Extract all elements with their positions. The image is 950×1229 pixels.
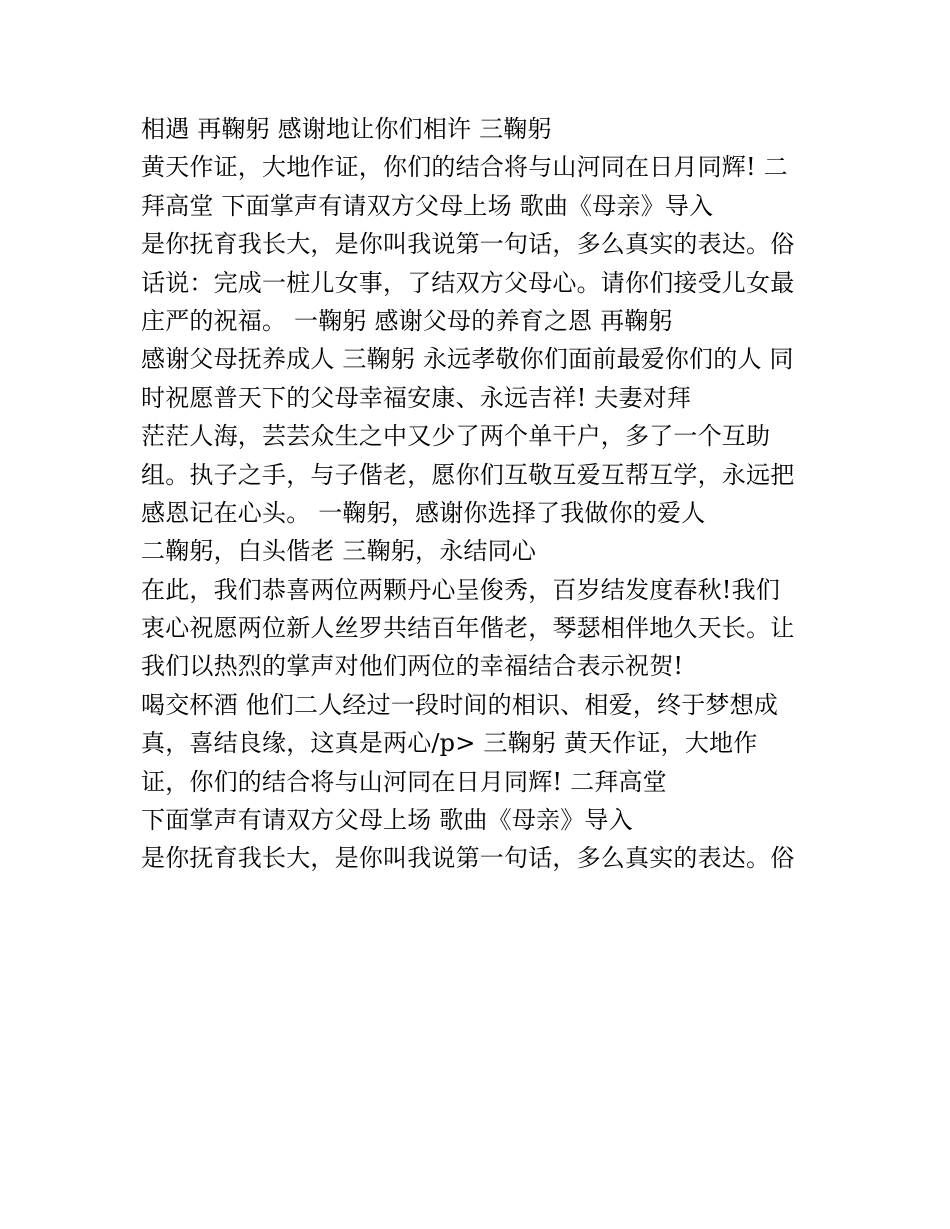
text-line: 相遇 再鞠躬 感谢地让你们相许 三鞠躬 (141, 115, 552, 143)
text-line: 庄严的祝福。 一鞠躬 感谢父母的养育之恩 再鞠躬 (141, 306, 673, 335)
text-line: 是你抚育我长大，是你叫我说第一句话，多么真实的表达。俗 (141, 230, 795, 259)
text-line: 茫茫人海，芸芸众生之中又少了两个单干户，多了一个互助 (141, 422, 771, 451)
text-line: 时祝愿普天下的父母幸福安康、永远吉祥! 夫妻对拜 (141, 383, 692, 412)
text-line: 黄天作证，大地作证，你们的结合将与山河同在日月同辉! 二 (141, 153, 788, 182)
text-line: 在此，我们恭喜两位两颗丹心呈俊秀，百岁结发度春秋!我们 (141, 575, 781, 604)
text-line: 下面掌声有请双方父母上场 歌曲《母亲》导入 (141, 806, 633, 835)
text-line: 真，喜结良缘，这真是两心/p> 三鞠躬 黄天作证，大地作 (141, 729, 758, 758)
text-line: 拜高堂 下面掌声有请双方父母上场 歌曲《母亲》导入 (141, 191, 714, 220)
text-line: 是你抚育我长大，是你叫我说第一句话，多么真实的表达。俗 (141, 844, 795, 873)
text-line: 证，你们的结合将与山河同在日月同辉! 二拜高堂 (141, 767, 667, 796)
text-line: 喝交杯酒 他们二人经过一段时间的相识、相爱，终于梦想成 (141, 690, 779, 719)
text-line: 话说：完成一桩儿女事，了结双方父母心。请你们接受儿女最 (141, 268, 795, 297)
text-line: 组。执子之手，与子偕老，愿你们互敬互爱互帮互学，永远把 (141, 460, 795, 489)
text-line: 我们以热烈的掌声对他们两位的幸福结合表示祝贺! (141, 652, 684, 681)
text-line: 二鞠躬，白头偕老 三鞠躬，永结同心 (141, 537, 537, 566)
text-line: 感恩记在心头。 一鞠躬，感谢你选择了我做你的爱人 (141, 498, 706, 527)
text-line: 衷心祝愿两位新人丝罗共结百年偕老，琴瑟相伴地久天长。让 (141, 614, 795, 643)
text-line: 感谢父母抚养成人 三鞠躬 永远孝敬你们面前最爱你们的人 同 (141, 345, 794, 374)
document-body (141, 110, 831, 878)
